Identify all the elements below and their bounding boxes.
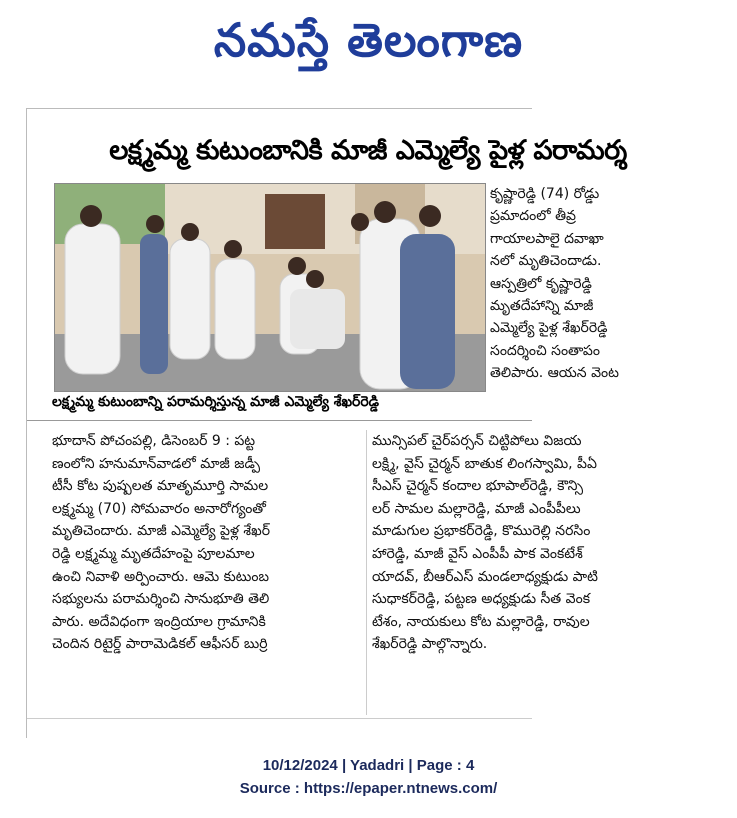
text-line: టీసీ కోట పుష్పలత మాతృమూర్తి సామల [52, 478, 269, 495]
article-photo [54, 183, 486, 392]
text-line: సుధాకర్‌రెడ్డి, పట్టణ అధ్యక్షుడు సీత వెంక [372, 591, 591, 608]
text-line: కృష్ణారెడ్డి (74) రోడ్డు [490, 186, 600, 202]
text-line: తెలిపారు. ఆయన వెంట [490, 365, 619, 382]
text-line: సందర్శించి సంతాపం [490, 342, 600, 359]
source-link[interactable]: Source : https://epaper.ntnews.com/ [239, 780, 498, 797]
newspaper-masthead [0, 0, 737, 92]
text-line: ణంలోని హనుమాన్‌వాడలో మాజీ జడ్పీ [52, 455, 261, 472]
text-line: గాయాలపాలై దవాఖా [490, 230, 604, 247]
text-line: నలో మృతిచెందాడు. [490, 253, 602, 270]
text-line: శేఖర్‌రెడ్డి పాల్గొన్నారు. [372, 636, 488, 653]
side-column [490, 183, 690, 385]
text-line: మృతిచెందారు. మాజీ ఎమ్మెల్యే పైళ్ల శేఖర్ [52, 523, 270, 540]
photo-caption: లక్ష్మమ్మ కుటుంబాన్ని పరామర్శిస్తున్న మాజీ ఎమ్మెల్యే శేఖర్‌రెడ్డి [52, 394, 379, 410]
article-border-bottom [27, 718, 532, 719]
text-line: లక్ష్మమ్మ (70) సోమవారం అనారోగ్యంతో [52, 500, 266, 517]
text-line: ఉంచి నివాళి అర్పించారు. ఆమె కుటుంబ [52, 568, 269, 585]
column-divider [366, 430, 367, 715]
text-line: టేశం, నాయకులు కోట మల్లారెడ్డి, రావుల [372, 613, 590, 630]
text-line: భూదాన్ పోచంపల్లి, డిసెంబర్ 9 : పట్ట [52, 433, 256, 449]
article-border-top [26, 108, 532, 109]
masthead-title: నమస్తే తెలంగాణ [213, 13, 524, 67]
text-line: లక్ష్మి, వైస్ చైర్మన్ బాతుక లింగస్వామి, పీఏ [372, 455, 597, 472]
text-line: మృతదేహాన్ని మాజీ [490, 297, 594, 314]
body-column-right [372, 430, 697, 656]
text-line: చెందిన రిటైర్డ్ పారామెడికల్ ఆఫీసర్ బుర్రి [52, 636, 268, 653]
text-line: రెడ్డి లక్ష్మమ్మ మృతదేహంపై పూలమాల [52, 545, 255, 562]
text-line: లర్ సామల మల్లారెడ్డి, మాజీ ఎంపీపీలు [372, 500, 581, 517]
text-line: సీఎస్ చైర్మన్ కందాల భూపాల్‌రెడ్డి, కౌన్సి [372, 478, 584, 495]
body-column-left [52, 430, 362, 656]
text-line: ప్రమాదంలో తీవ్ర [490, 208, 576, 225]
text-line: హారెడ్డి, మాజీ వైస్ ఎంపీపీ పాక వెంకటేశ్ [372, 545, 583, 562]
text-line: పారు. అదేవిధంగా ఇంద్రియాల గ్రామానికి [52, 613, 266, 630]
text-line: మాడుగుల ప్రభాకర్‌రెడ్డి, కొమురెల్లి నరసిం [372, 523, 591, 540]
section-divider [27, 420, 532, 421]
text-line: మున్సిపల్ చైర్‌పర్సన్ చిట్టిపోలు విజయ [372, 433, 582, 449]
text-line: యాదవ్, బీఆర్‌ఎస్ మండలాధ్యక్షుడు పాటి [372, 568, 598, 585]
edition-info: 10/12/2024 | Yadadri | Page : 4 [262, 757, 475, 774]
text-line: ఎమ్మెల్యే పైళ్ల శేఖర్‌రెడ్డి [490, 320, 608, 337]
text-line: ఆస్పత్రిలో కృష్ణారెడ్డి [490, 275, 592, 292]
article-headline: లక్ష్మమ్మ కుటుంబానికి మాజీ ఎమ్మెల్యే పైళ్ల పరామర్శ [109, 135, 627, 166]
text-line: సభ్యులను పరామర్శించి సానుభూతి తెలి [52, 591, 270, 608]
article-border-left [26, 108, 27, 738]
